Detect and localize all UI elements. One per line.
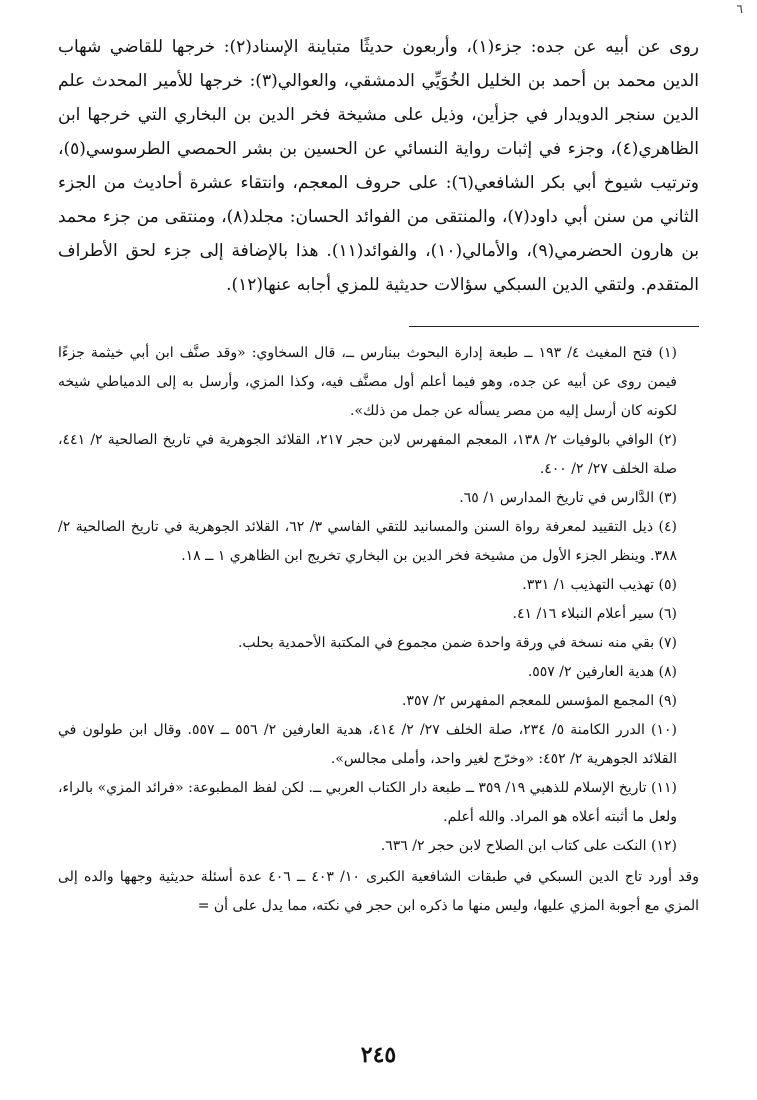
footnote-11: (١١) تاريخ الإسلام للذهبي ١٩/ ٣٥٩ ــ طبعة دار الكتاب العربي ــ. لكن لفظ المطبوعة: «فرائد المزي» بالراء، ولعل ما أثبته أعلاه هو المراد. والله أعلم. bbox=[58, 780, 677, 825]
footnote-7: (٧) بقي منه نسخة في ورقة واحدة ضمن مجموع في المكتبة الأحمدية بحلب. bbox=[237, 635, 677, 651]
footnote-3: (٣) الدَّارس في تاريخ المدارس ١/ ٦٥. bbox=[459, 490, 677, 506]
page-content bbox=[58, 30, 699, 921]
footnote-5: (٥) تهذيب التهذيب ١/ ٣٣١. bbox=[522, 577, 677, 593]
page-number: ٢٤٥ bbox=[360, 1042, 397, 1068]
footnote-6: (٦) سير أعلام النبلاء ١٦/ ٤١. bbox=[512, 606, 677, 622]
footnote-9: (٩) المجمع المؤسس للمعجم المفهرس ٢/ ٣٥٧. bbox=[401, 693, 677, 709]
body-paragraph: روى عن أبيه عن جده: جزء(١)، وأربعون حديثًا متباينة الإسناد(٢): خرجها للقاضي شهاب الدين محمد بن أحمد بن الخليل الخُوَيِّي الدمشقي، والعوالي(٣): خرجها للأمير المحدث علم الدين سنجر الدويدار في جزأين، وذيل على مشيخة فخر الدين بن البخاري التي خرجها ابن الظاهري(٤)، وجزء في إثبات رواية النسائي عن الحسين بن بشر الحمصي الطرسوسي(٥)، وترتيب شيوخ أبي بكر الشافعي(٦): على حروف المعجم، وانتقاء عشرة أحاديث من الجزء الثاني من سنن أبي داود(٧)، والمنتقى من الفوائد الحسان: مجلد(٨)، ومنتقى من جزء محمد بن هارون الحضرمي(٩)، والأمالي(١٠)، والفوائد(١١). هذا بالإضافة إلى جزء لحق الأطراف المتقدم. ولتقي الدين السبكي سؤالات حديثية للمزي أجابه عنها(١٢). bbox=[58, 37, 700, 295]
footnote-separator bbox=[409, 326, 699, 327]
footnote-8: (٨) هدية العارفين ٢/ ٥٥٧. bbox=[527, 664, 677, 680]
footnote-4: (٤) ذيل التقييد لمعرفة رواة السنن والمسانيد للتقي الفاسي ٣/ ٦٢، القلائد الجوهرية في تاريخ الصالحية ٢/ ٣٨٨. وينظر الجزء الأول من مشيخة فخر الدين بن البخاري تخريج ابن الظاهري ١ ــ ١٨. bbox=[58, 519, 677, 564]
footnote-12: (١٢) النكت على كتاب ابن الصلاح لابن حجر ٢/ ٦٣٦. bbox=[380, 838, 677, 854]
footnotes bbox=[58, 339, 699, 861]
main-text bbox=[58, 30, 699, 302]
footnote-2: (٢) الوافي بالوفيات ٢/ ١٣٨، المعجم المفهرس لابن حجر ٢١٧، القلائد الجوهرية في تاريخ الصالحية ٢/ ٤٤١، صلة الخلف ٢٧/ ٢/ ٤٠٠. bbox=[58, 432, 677, 477]
trailing-paragraph: وقد أورد تاج الدين السبكي في طبقات الشافعية الكبرى ١٠/ ٤٠٣ ــ ٤٠٦ عدة أسئلة حديثية وجهها والده إلى المزي مع أجوبة المزي عليها، وليس منها ما ذكره ابن حجر في نكته، مما يدل على أن = bbox=[58, 869, 699, 914]
footnote-10: (١٠) الدرر الكامنة ٥/ ٢٣٤، صلة الخلف ٢٧/ ٢/ ٤١٤، هدية العارفين ٢/ ٥٥٦ ــ ٥٥٧. وقال ابن طولون في القلائد الجوهرية ٢/ ٤٥٢: «وخرّج لغير واحد، وأملى مجالس». bbox=[58, 722, 677, 767]
footnote-1: (١) فتح المغيث ٤/ ١٩٣ ــ طبعة إدارة البحوث ببنارس ــ، قال السخاوي: «وقد صنَّف ابن أبي خيثمة جزءًا فيمن روى عن أبيه عن جده، وهو فيما أعلم أول مصنَّف فيه، وكذا المزي، وأرسل به إلى الدمياطي شيخه لكونه كان أرسل إليه من مصر يسأله عن جمل من ذلك». bbox=[58, 345, 677, 419]
corner-mark: ٦ bbox=[736, 2, 743, 16]
